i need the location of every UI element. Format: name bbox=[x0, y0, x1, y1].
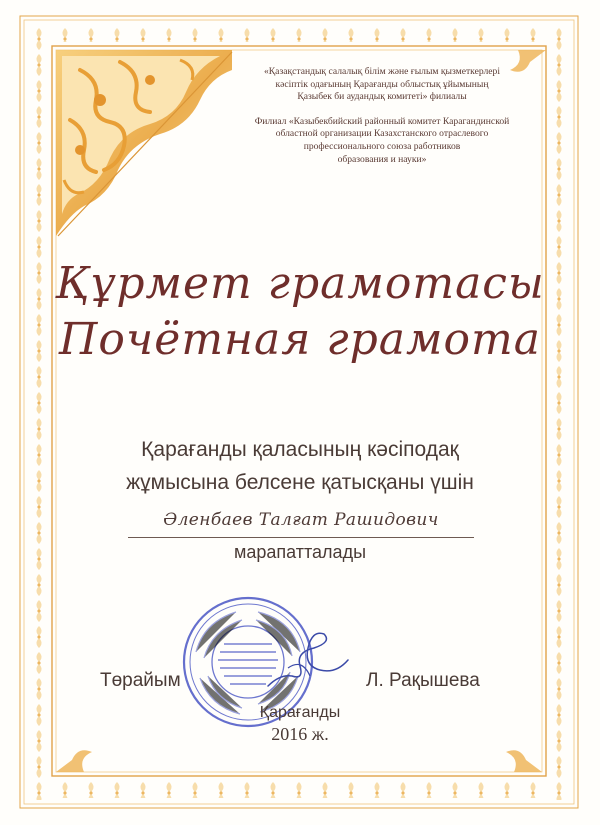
header-ru-line-1: Филиал «Казыбекбийский районный комитет Карагандинской bbox=[254, 115, 510, 127]
corner-ornament-top-left bbox=[56, 50, 232, 236]
header-kz-line-1: «Қазақстандық салалық білім және ғылым қызметкерлері bbox=[263, 66, 501, 77]
chair-label: Төрайым bbox=[100, 670, 181, 691]
awarded-text: марапатталады bbox=[233, 542, 367, 562]
issue-year: 2016 ж. bbox=[271, 724, 329, 744]
recipient-name: Әленбаев Талғат Рашидович bbox=[163, 510, 439, 530]
award-reason-line-2: жұмысына белсене қатысқаны үшін bbox=[126, 471, 474, 494]
issuer-header bbox=[232, 66, 532, 166]
award-reason-line-1: Қарағанды қаласының кәсіподақ bbox=[141, 438, 459, 461]
certificate-title-ru: Почётная грамота bbox=[59, 314, 541, 365]
header-kz-line-2: кәсіптік одағының Қарағанды облыстық ұйымының bbox=[275, 78, 489, 90]
signer-name: Л. Рақышева bbox=[366, 670, 480, 691]
header-ru-line-2: областной организации Казахстанского отраслевого bbox=[275, 128, 489, 140]
issue-city: Қарағанды bbox=[259, 704, 341, 721]
header-kz-line-3: Қазыбек би аудандық комитеті» филиалы bbox=[297, 91, 467, 103]
recipient-underline bbox=[128, 537, 474, 538]
certificate-title-kz: Құрмет грамотасы bbox=[55, 258, 545, 309]
header-ru-line-3: профессионального союза работников bbox=[303, 140, 461, 152]
handwritten-signature-icon bbox=[262, 630, 354, 692]
header-ru-line-4: образования и науки» bbox=[337, 153, 427, 165]
